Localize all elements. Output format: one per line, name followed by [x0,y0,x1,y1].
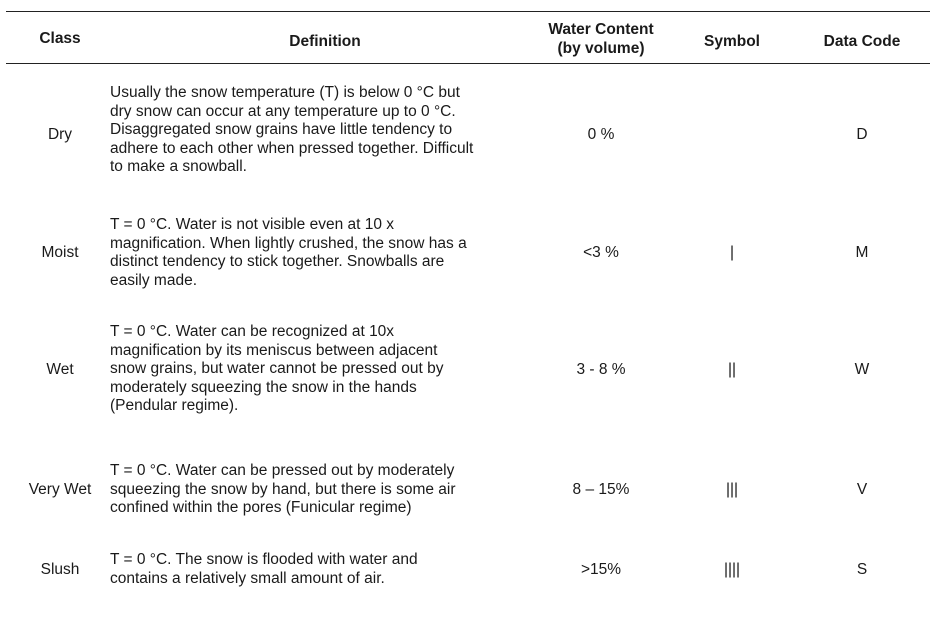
header-definition: Definition [289,33,361,50]
class-cell: Slush [40,561,80,578]
header-rule [6,63,930,64]
header-class: Class [39,30,81,47]
symbol-cell: || [727,361,737,378]
header-water-content [520,21,682,58]
data-code-cell: M [855,244,869,261]
definition-cell: Usually the snow temperature (T) is below 0 °C but dry snow can occur at any temperature up to 0 °C. Disaggregated snow grains have little tendency to adhere to each other when pressed together. Difficult to make a snowball. [110,84,474,175]
data-code-cell: W [854,361,870,378]
water-content-cell: <3 % [583,244,619,261]
water-content-cell: 0 % [587,126,615,143]
water-content-cell: 3 - 8 % [576,361,626,378]
header-data-code: Data Code [823,33,901,50]
data-code-cell: D [856,126,868,143]
definition-cell: T = 0 °C. The snow is flooded with water and contains a relatively small amount of air. [110,551,418,587]
symbol-cell: |||| [723,561,741,578]
header-water-line2: (by volume) [557,39,645,57]
class-cell: Moist [41,244,79,261]
definition-cell: T = 0 °C. Water is not visible even at 10 x magnification. When lightly crushed, the snow has a distinct tendency to stick together. Snowballs are easily made. [110,216,467,289]
class-cell: Very Wet [28,481,92,498]
definition-cell: T = 0 °C. Water can be pressed out by moderately squeezing the snow by hand, but there is some air confined within the pores (Funicular regime) [110,462,456,516]
symbol-cell: | [729,244,735,261]
header-symbol: Symbol [704,33,760,50]
data-code-cell: V [856,481,868,498]
symbol-cell: ||| [725,481,739,498]
table-top-rule [6,11,930,12]
water-content-cell: 8 – 15% [572,481,630,498]
definition-cell: T = 0 °C. Water can be recognized at 10x magnification by its meniscus between adjacent snow grains, but water cannot be pressed out by moderately squeezing the snow in the hands (Pendular regime). [110,323,444,414]
class-cell: Dry [47,126,73,143]
header-water-line1: Water Content [548,21,654,38]
water-content-cell: >15% [580,561,622,578]
class-cell: Wet [46,361,74,378]
data-code-cell: S [856,561,868,578]
